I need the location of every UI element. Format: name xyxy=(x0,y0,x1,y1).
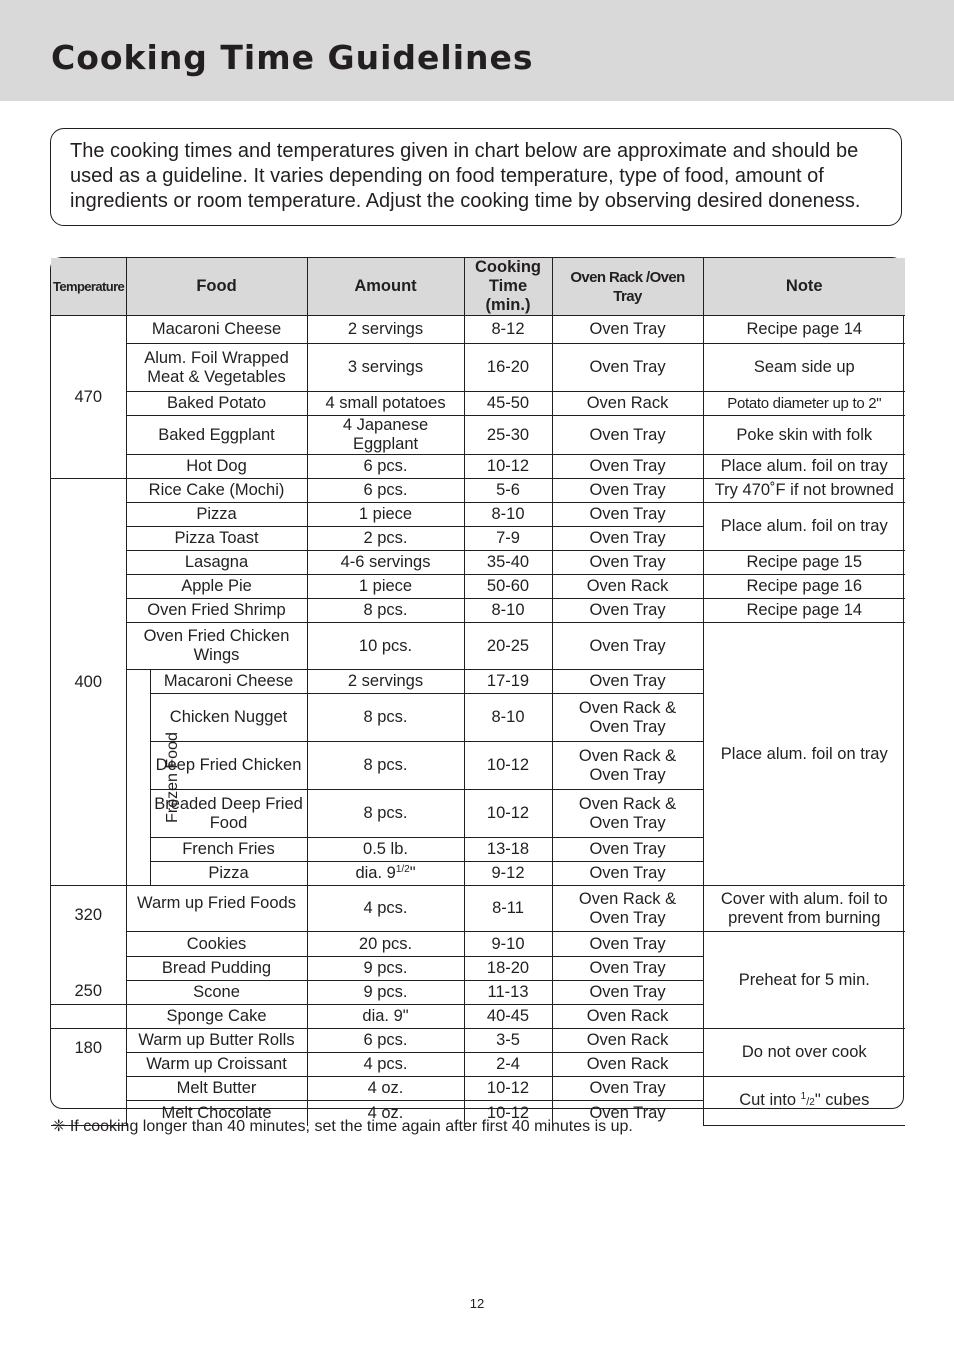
amount-cell: 2 servings xyxy=(307,316,464,344)
amount-cell: 8 pcs. xyxy=(307,742,464,790)
food-cell: Rice Cake (Mochi) xyxy=(126,479,307,503)
rack-cell: Oven Rack & Oven Tray xyxy=(552,886,703,932)
food-cell: Warm up Fried Foods xyxy=(126,886,307,932)
time-cell: 16-20 xyxy=(464,344,552,392)
time-cell: 9-10 xyxy=(464,932,552,957)
food-cell: Deep Fried Chicken xyxy=(150,742,307,790)
header-row xyxy=(51,258,905,316)
time-cell: 10-12 xyxy=(464,1077,552,1101)
note-cell: Do not over cook xyxy=(703,1029,905,1077)
food-cell: Scone xyxy=(126,981,307,1005)
header-note: Note xyxy=(703,258,905,316)
temp-cell xyxy=(51,886,126,1005)
header-temperature: Temperature xyxy=(51,258,126,316)
food-cell: Bread Pudding xyxy=(126,957,307,981)
amount-suffix: " xyxy=(409,864,416,882)
food-cell: Oven Fried Chicken Wings xyxy=(126,623,307,670)
page-number: 12 xyxy=(469,1296,485,1311)
table-row xyxy=(51,416,905,455)
temp-cell-empty xyxy=(51,1005,126,1029)
amount-cell: dia. 9" xyxy=(307,1005,464,1029)
time-cell: 8-11 xyxy=(464,886,552,932)
note-cell: Recipe page 15 xyxy=(703,551,905,575)
table-row xyxy=(51,575,905,599)
temp-value-250: 250 xyxy=(74,982,103,1000)
food-cell: Pizza xyxy=(150,862,307,886)
amount-cell: 4 pcs. xyxy=(307,886,464,932)
table-row xyxy=(51,392,905,416)
note-suffix: " cubes xyxy=(814,1090,870,1109)
amount-cell: 3 servings xyxy=(307,344,464,392)
amount-fraction: 1/2 xyxy=(395,864,410,875)
food-cell: Chicken Nugget xyxy=(150,694,307,742)
rack-cell: Oven Tray xyxy=(552,503,703,527)
rack-cell: Oven Tray xyxy=(552,599,703,623)
rack-cell: Oven Tray xyxy=(552,862,703,886)
temp-cell: 180 xyxy=(51,1029,126,1126)
frozen-food-label: Frozen Food xyxy=(163,732,181,823)
time-cell: 13-18 xyxy=(464,838,552,862)
food-cell: Breaded Deep Fried Food xyxy=(150,790,307,838)
table-row xyxy=(51,623,905,670)
rack-cell: Oven Tray xyxy=(552,838,703,862)
time-cell: 45-50 xyxy=(464,392,552,416)
note-cell: Place alum. foil on tray xyxy=(703,455,905,479)
amount-cell: 4 oz. xyxy=(307,1077,464,1101)
note-cell: Poke skin with folk xyxy=(703,416,905,455)
table-row xyxy=(51,551,905,575)
rack-cell: Oven Tray xyxy=(552,551,703,575)
rack-cell: Oven Rack xyxy=(552,392,703,416)
food-cell: Melt Chocolate xyxy=(126,1101,307,1126)
amount-cell: 9 pcs. xyxy=(307,957,464,981)
food-cell: Hot Dog xyxy=(126,455,307,479)
amount-cell: 1 piece xyxy=(307,575,464,599)
amount-cell: 9 pcs. xyxy=(307,981,464,1005)
rack-cell: Oven Tray xyxy=(552,957,703,981)
page-title: Cooking Time Guidelines xyxy=(51,38,534,77)
amount-cell: 1 piece xyxy=(307,503,464,527)
amount-cell: 8 pcs. xyxy=(307,790,464,838)
note-cell: Cut into $^1$/2" cubes xyxy=(703,1077,905,1126)
time-cell: 8-12 xyxy=(464,316,552,344)
table-row xyxy=(51,455,905,479)
rack-cell: Oven Rack & Oven Tray xyxy=(552,790,703,838)
amount-cell: 6 pcs. xyxy=(307,1029,464,1053)
time-cell: 10-12 xyxy=(464,1101,552,1126)
intro-text: The cooking times and temperatures given in chart below are approximate and should be used as a guideline. It varies depending on food temperature, type of food, amount of ingredients or room temperature. Adjust the cooking time by observing desired doneness. xyxy=(70,140,861,212)
rack-cell: Oven Tray xyxy=(552,479,703,503)
rack-cell: Oven Rack xyxy=(552,575,703,599)
rack-cell: Oven Tray xyxy=(552,527,703,551)
table-row xyxy=(51,344,905,392)
amount-cell: 4 pcs. xyxy=(307,1053,464,1077)
amount-cell: 8 pcs. xyxy=(307,599,464,623)
time-cell: 8-10 xyxy=(464,694,552,742)
amount-cell: 10 pcs. xyxy=(307,623,464,670)
food-cell: Oven Fried Shrimp xyxy=(126,599,307,623)
rack-cell: Oven Tray xyxy=(552,981,703,1005)
rack-cell: Oven Tray xyxy=(552,1101,703,1126)
note-cell: Recipe page 16 xyxy=(703,575,905,599)
time-cell: 18-20 xyxy=(464,957,552,981)
food-cell: Pizza xyxy=(126,503,307,527)
rack-cell: Oven Tray xyxy=(552,932,703,957)
food-cell: Apple Pie xyxy=(126,575,307,599)
food-cell: Baked Potato xyxy=(126,392,307,416)
time-cell: 35-40 xyxy=(464,551,552,575)
note-cell: Seam side up xyxy=(703,344,905,392)
amount-cell: 4 small potatoes xyxy=(307,392,464,416)
rack-cell: Oven Tray xyxy=(552,455,703,479)
time-cell: 5-6 xyxy=(464,479,552,503)
table-row xyxy=(51,1029,905,1053)
time-cell: 10-12 xyxy=(464,742,552,790)
time-cell: 7-9 xyxy=(464,527,552,551)
amount-cell: 2 servings xyxy=(307,670,464,694)
food-cell: Baked Eggplant xyxy=(126,416,307,455)
table-row xyxy=(51,599,905,623)
time-cell: 8-10 xyxy=(464,503,552,527)
table-row xyxy=(51,316,905,344)
time-cell: 50-60 xyxy=(464,575,552,599)
time-cell: 10-12 xyxy=(464,790,552,838)
amount-cell: 4-6 servings xyxy=(307,551,464,575)
rack-cell: Oven Rack xyxy=(552,1053,703,1077)
rack-cell: Oven Rack & Oven Tray xyxy=(552,694,703,742)
amount-cell: 4 Japanese Eggplant xyxy=(307,416,464,455)
time-cell: 11-13 xyxy=(464,981,552,1005)
header-cooking-time: Cooking Time (min.) xyxy=(464,258,552,316)
amount-cell: 8 pcs. xyxy=(307,694,464,742)
temp-cell: 400 xyxy=(51,479,126,886)
rack-cell: Oven Tray xyxy=(552,316,703,344)
intro-box xyxy=(50,128,902,226)
amount-cell: 2 pcs. xyxy=(307,527,464,551)
cooking-time-table xyxy=(50,257,904,1122)
header-amount: Amount xyxy=(307,258,464,316)
amount-value: dia. 9 xyxy=(355,864,396,882)
note-fraction-num: 1 xyxy=(800,1090,807,1102)
food-cell: Warm up Croissant xyxy=(126,1053,307,1077)
note-cell: Cover with alum. foil to prevent from burning xyxy=(703,886,905,932)
food-cell: Pizza Toast xyxy=(126,527,307,551)
table-row xyxy=(51,886,905,932)
amount-cell: 0.5 lb. xyxy=(307,838,464,862)
table-row xyxy=(51,1077,905,1101)
note-cell: Place alum. foil on tray xyxy=(703,503,905,551)
note-cell: Recipe page 14 xyxy=(703,316,905,344)
time-cell: 2-4 xyxy=(464,1053,552,1077)
note-cell: Recipe page 14 xyxy=(703,599,905,623)
amount-cell xyxy=(307,862,464,886)
rack-cell: Oven Tray xyxy=(552,670,703,694)
time-cell: 3-5 xyxy=(464,1029,552,1053)
temp-value-320: 320 xyxy=(74,906,103,924)
food-cell: Cookies xyxy=(126,932,307,957)
time-cell: 25-30 xyxy=(464,416,552,455)
food-cell: Warm up Butter Rolls xyxy=(126,1029,307,1053)
note-cell: Potato diameter up to 2" xyxy=(703,392,905,416)
note-cell: Preheat for 5 min. xyxy=(703,932,905,1029)
rack-cell: Oven Tray xyxy=(552,623,703,670)
rack-cell: Oven Tray xyxy=(552,1077,703,1101)
table-row xyxy=(51,503,905,527)
table-row xyxy=(51,479,905,503)
rack-cell: Oven Tray xyxy=(552,344,703,392)
amount-cell: 6 pcs. xyxy=(307,479,464,503)
time-cell: 20-25 xyxy=(464,623,552,670)
food-cell: Macaroni Cheese xyxy=(126,316,307,344)
frozen-food-label-cell xyxy=(126,670,181,886)
time-cell: 17-19 xyxy=(464,670,552,694)
food-cell: Sponge Cake xyxy=(126,1005,307,1029)
food-cell: Melt Butter xyxy=(126,1077,307,1101)
food-cell: French Fries xyxy=(150,838,307,862)
rack-cell: Oven Rack & Oven Tray xyxy=(552,742,703,790)
amount-cell: 4 oz. xyxy=(307,1101,464,1126)
note-text: Cut into xyxy=(739,1090,801,1109)
note-fraction-den: 2 xyxy=(809,1096,815,1108)
food-cell: Alum. Foil Wrapped Meat & Vegetables xyxy=(126,344,307,392)
table-row xyxy=(51,932,905,957)
amount-cell: 20 pcs. xyxy=(307,932,464,957)
rack-cell: Oven Rack xyxy=(552,1029,703,1053)
rack-cell: Oven Rack xyxy=(552,1005,703,1029)
footnote: ❈ If cooking longer than 40 minutes, set the time again after first 40 minutes is up. xyxy=(52,1118,633,1135)
time-cell: 9-12 xyxy=(464,862,552,886)
time-cell: 10-12 xyxy=(464,455,552,479)
temp-cell: 470 xyxy=(51,316,126,479)
food-cell: Lasagna xyxy=(126,551,307,575)
header-rack: Oven Rack /Oven Tray xyxy=(552,258,703,316)
note-cell: Place alum. foil on tray xyxy=(703,623,905,886)
time-cell: 40-45 xyxy=(464,1005,552,1029)
amount-cell: 6 pcs. xyxy=(307,455,464,479)
rack-cell: Oven Tray xyxy=(552,416,703,455)
food-cell: Macaroni Cheese xyxy=(150,670,307,694)
time-cell: 8-10 xyxy=(464,599,552,623)
header-food: Food xyxy=(126,258,307,316)
note-cell: Try 470˚F if not browned xyxy=(703,479,905,503)
